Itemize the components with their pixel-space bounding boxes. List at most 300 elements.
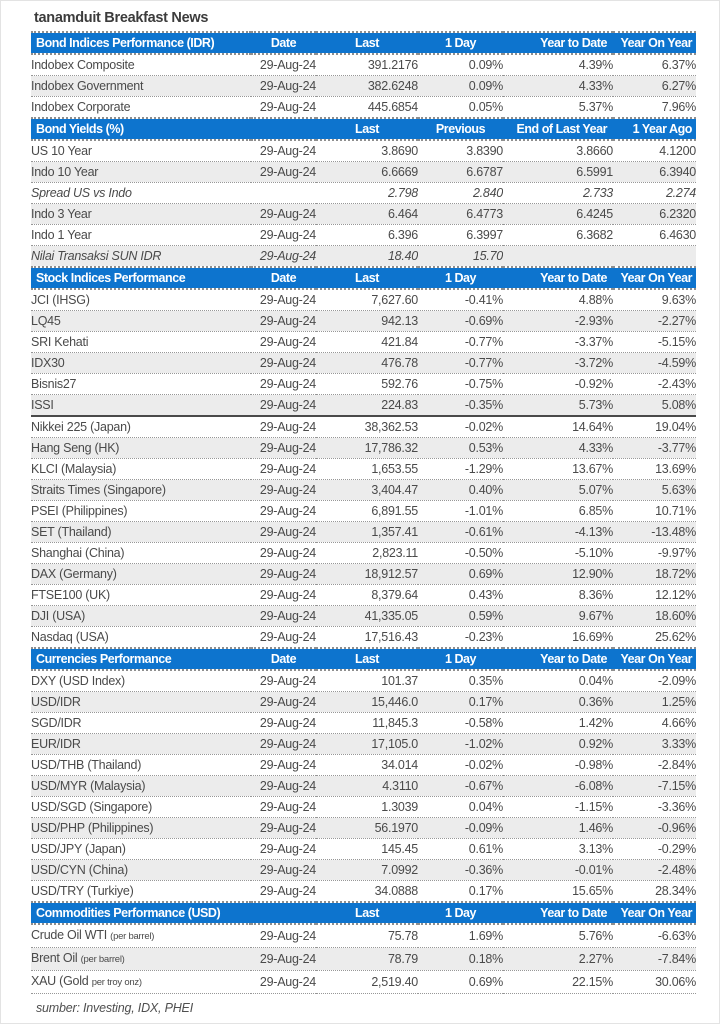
cell-value: 22.15%: [503, 971, 613, 994]
table-row: [31, 353, 696, 374]
market-table-body: [31, 32, 696, 994]
cell-value: -0.02%: [418, 416, 503, 438]
column-header: Date: [251, 267, 316, 289]
cell-value: 29-Aug-24: [251, 860, 316, 881]
row-label: [31, 204, 251, 225]
row-label: [31, 692, 251, 713]
row-label: [31, 713, 251, 734]
cell-value: 29-Aug-24: [251, 374, 316, 395]
cell-value: 6.3997: [418, 225, 503, 246]
row-label: [31, 971, 251, 994]
row-label: [31, 776, 251, 797]
cell-value: 29-Aug-24: [251, 204, 316, 225]
cell-value: 34.014: [316, 755, 418, 776]
cell-value: 5.63%: [613, 480, 696, 501]
cell-value: 8,379.64: [316, 585, 418, 606]
cell-value: 3,404.47: [316, 480, 418, 501]
table-row: [31, 797, 696, 818]
cell-value: 7.0992: [316, 860, 418, 881]
row-label-text: Bisnis27: [31, 377, 77, 391]
table-row: [31, 162, 696, 183]
cell-value: 445.6854: [316, 97, 418, 119]
cell-value: 15,446.0: [316, 692, 418, 713]
cell-value: 29-Aug-24: [251, 480, 316, 501]
table-row: [31, 734, 696, 755]
cell-value: 29-Aug-24: [251, 670, 316, 692]
cell-value: 5.08%: [613, 395, 696, 417]
column-header: 1 Year Ago: [613, 118, 696, 140]
row-label: [31, 480, 251, 501]
cell-value: 29-Aug-24: [251, 606, 316, 627]
cell-value: 5.07%: [503, 480, 613, 501]
cell-value: -6.08%: [503, 776, 613, 797]
cell-value: 29-Aug-24: [251, 734, 316, 755]
cell-value: 25.62%: [613, 627, 696, 649]
table-row: [31, 543, 696, 564]
table-row: [31, 606, 696, 627]
cell-value: 3.13%: [503, 839, 613, 860]
cell-value: 0.92%: [503, 734, 613, 755]
cell-value: 0.18%: [418, 948, 503, 971]
cell-value: 3.8690: [316, 140, 418, 162]
cell-value: -3.36%: [613, 797, 696, 818]
cell-value: -2.84%: [613, 755, 696, 776]
table-row: [31, 692, 696, 713]
cell-value: 0.09%: [418, 76, 503, 97]
cell-value: -7.84%: [613, 948, 696, 971]
row-label-text: Indobex Government: [31, 79, 144, 93]
table-row: [31, 818, 696, 839]
section-header-currencies: [31, 648, 696, 670]
cell-value: 1,357.41: [316, 522, 418, 543]
column-header: Date: [251, 32, 316, 54]
row-label-text: USD/THB (Thailand): [31, 758, 142, 772]
row-label: [31, 311, 251, 332]
table-row: [31, 97, 696, 119]
cell-value: 10.71%: [613, 501, 696, 522]
cell-value: 29-Aug-24: [251, 543, 316, 564]
row-label: [31, 140, 251, 162]
column-header: Last: [316, 32, 418, 54]
row-label-text: Crude Oil WTI: [31, 928, 111, 942]
cell-value: 29-Aug-24: [251, 564, 316, 585]
cell-value: 29-Aug-24: [251, 818, 316, 839]
cell-value: -0.23%: [418, 627, 503, 649]
cell-value: [251, 183, 316, 204]
cell-value: 1,653.55: [316, 459, 418, 480]
cell-value: 0.53%: [418, 438, 503, 459]
section-header-bond-yields: [31, 118, 696, 140]
cell-value: 14.64%: [503, 416, 613, 438]
cell-value: -1.29%: [418, 459, 503, 480]
cell-value: 1.3039: [316, 797, 418, 818]
cell-value: 29-Aug-24: [251, 54, 316, 76]
cell-value: 30.06%: [613, 971, 696, 994]
row-label-text: Indobex Composite: [31, 58, 135, 72]
row-label-text: Shanghai (China): [31, 546, 125, 560]
cell-value: -2.93%: [503, 311, 613, 332]
row-label: [31, 797, 251, 818]
cell-value: -0.96%: [613, 818, 696, 839]
table-row: [31, 522, 696, 543]
cell-value: 38,362.53: [316, 416, 418, 438]
cell-value: 942.13: [316, 311, 418, 332]
cell-value: 2.798: [316, 183, 418, 204]
cell-value: -1.01%: [418, 501, 503, 522]
section-title: Stock Indices Performance: [31, 267, 251, 289]
column-header: Last: [316, 118, 418, 140]
cell-value: 34.0888: [316, 881, 418, 903]
row-label-text: KLCI (Malaysia): [31, 462, 117, 476]
column-header: Year On Year: [613, 902, 696, 924]
cell-value: 7,627.60: [316, 289, 418, 311]
cell-value: 224.83: [316, 395, 418, 417]
cell-value: -1.15%: [503, 797, 613, 818]
cell-value: -0.92%: [503, 374, 613, 395]
cell-value: 145.45: [316, 839, 418, 860]
row-label: [31, 374, 251, 395]
cell-value: 1.42%: [503, 713, 613, 734]
cell-value: 0.04%: [503, 670, 613, 692]
cell-value: 6.6787: [418, 162, 503, 183]
table-row: [31, 881, 696, 903]
cell-value: 4.88%: [503, 289, 613, 311]
table-row: [31, 76, 696, 97]
cell-value: 29-Aug-24: [251, 353, 316, 374]
cell-value: -2.27%: [613, 311, 696, 332]
row-label: [31, 76, 251, 97]
cell-value: 18,912.57: [316, 564, 418, 585]
row-label: [31, 543, 251, 564]
row-label-text: DJI (USA): [31, 609, 85, 623]
cell-value: 5.76%: [503, 924, 613, 948]
cell-value: 17,105.0: [316, 734, 418, 755]
row-label-text: Hang Seng (HK): [31, 441, 120, 455]
column-header: Date: [251, 648, 316, 670]
row-label: [31, 860, 251, 881]
cell-value: 6.464: [316, 204, 418, 225]
row-label-text: SRI Kehati: [31, 335, 89, 349]
cell-value: 0.69%: [418, 971, 503, 994]
row-label: [31, 627, 251, 649]
row-label-text: US 10 Year: [31, 144, 92, 158]
cell-value: 18.72%: [613, 564, 696, 585]
column-header: Year On Year: [613, 32, 696, 54]
row-label-text: JCI (IHSG): [31, 293, 90, 307]
row-label-text: Indo 10 Year: [31, 165, 99, 179]
cell-value: 1.46%: [503, 818, 613, 839]
cell-value: 29-Aug-24: [251, 501, 316, 522]
cell-value: 0.35%: [418, 670, 503, 692]
cell-value: 18.40: [316, 246, 418, 268]
cell-value: 391.2176: [316, 54, 418, 76]
cell-value: 2.274: [613, 183, 696, 204]
cell-value: 0.05%: [418, 97, 503, 119]
column-header: 1 Day: [418, 32, 503, 54]
cell-value: 18.60%: [613, 606, 696, 627]
cell-value: 6,891.55: [316, 501, 418, 522]
cell-value: 29-Aug-24: [251, 971, 316, 994]
cell-value: 4.33%: [503, 438, 613, 459]
table-row: [31, 289, 696, 311]
row-label-text: Spread US vs Indo: [31, 186, 132, 200]
row-label: [31, 97, 251, 119]
row-label-text: USD/JPY (Japan): [31, 842, 126, 856]
cell-value: 16.69%: [503, 627, 613, 649]
table-row: [31, 416, 696, 438]
cell-value: 75.78: [316, 924, 418, 948]
cell-value: 1.25%: [613, 692, 696, 713]
column-header: End of Last Year: [503, 118, 613, 140]
cell-value: 0.17%: [418, 881, 503, 903]
cell-value: [613, 246, 696, 268]
row-label-text: LQ45: [31, 314, 61, 328]
cell-value: -5.15%: [613, 332, 696, 353]
cell-value: 0.09%: [418, 54, 503, 76]
table-row: [31, 860, 696, 881]
table-row: [31, 971, 696, 994]
row-label-text: USD/CYN (China): [31, 863, 128, 877]
column-header: Last: [316, 267, 418, 289]
row-label: [31, 606, 251, 627]
row-label-text: SET (Thailand): [31, 525, 112, 539]
column-header: 1 Day: [418, 648, 503, 670]
section-header-commodities: [31, 902, 696, 924]
table-row: [31, 564, 696, 585]
cell-value: 12.90%: [503, 564, 613, 585]
cell-value: -2.48%: [613, 860, 696, 881]
row-label: [31, 353, 251, 374]
row-label: [31, 289, 251, 311]
cell-value: 4.33%: [503, 76, 613, 97]
cell-value: 29-Aug-24: [251, 140, 316, 162]
cell-value: -0.41%: [418, 289, 503, 311]
cell-value: 6.3940: [613, 162, 696, 183]
cell-value: 4.39%: [503, 54, 613, 76]
row-label-text: Straits Times (Singapore): [31, 483, 166, 497]
row-label: [31, 734, 251, 755]
cell-value: 15.70: [418, 246, 503, 268]
cell-value: 6.4630: [613, 225, 696, 246]
row-label-small-text: (per barrel): [110, 931, 155, 942]
row-label-text: Brent Oil: [31, 951, 81, 965]
market-data-table: [31, 31, 696, 994]
row-label: [31, 501, 251, 522]
table-row: [31, 183, 696, 204]
table-row: [31, 713, 696, 734]
cell-value: 29-Aug-24: [251, 776, 316, 797]
row-label: [31, 395, 251, 417]
cell-value: -9.97%: [613, 543, 696, 564]
cell-value: 0.59%: [418, 606, 503, 627]
cell-value: -0.58%: [418, 713, 503, 734]
cell-value: 29-Aug-24: [251, 692, 316, 713]
column-header: Year On Year: [613, 267, 696, 289]
cell-value: 421.84: [316, 332, 418, 353]
cell-value: -3.72%: [503, 353, 613, 374]
column-header: [251, 902, 316, 924]
row-label-text: Indo 1 Year: [31, 228, 92, 242]
cell-value: 12.12%: [613, 585, 696, 606]
cell-value: 382.6248: [316, 76, 418, 97]
cell-value: 5.73%: [503, 395, 613, 417]
cell-value: 6.6669: [316, 162, 418, 183]
row-label-text: DAX (Germany): [31, 567, 117, 581]
cell-value: -0.75%: [418, 374, 503, 395]
cell-value: 29-Aug-24: [251, 585, 316, 606]
cell-value: 4.1200: [613, 140, 696, 162]
table-row: [31, 501, 696, 522]
cell-value: -0.67%: [418, 776, 503, 797]
row-label-text: Indo 3 Year: [31, 207, 92, 221]
table-row: [31, 755, 696, 776]
cell-value: 19.04%: [613, 416, 696, 438]
cell-value: 13.67%: [503, 459, 613, 480]
cell-value: 3.33%: [613, 734, 696, 755]
row-label-text: SGD/IDR: [31, 716, 82, 730]
cell-value: [503, 246, 613, 268]
cell-value: 29-Aug-24: [251, 225, 316, 246]
cell-value: 9.63%: [613, 289, 696, 311]
page-title: tanamduit Breakfast News: [34, 10, 209, 26]
cell-value: 17,786.32: [316, 438, 418, 459]
table-row: [31, 311, 696, 332]
cell-value: 29-Aug-24: [251, 797, 316, 818]
cell-value: 0.17%: [418, 692, 503, 713]
table-row: [31, 670, 696, 692]
column-header: Year to Date: [503, 648, 613, 670]
row-label-text: USD/MYR (Malaysia): [31, 779, 146, 793]
row-label-small-text: per troy onz): [91, 977, 142, 988]
table-row: [31, 924, 696, 948]
cell-value: 29-Aug-24: [251, 97, 316, 119]
row-label: [31, 522, 251, 543]
table-row: [31, 480, 696, 501]
column-header: Year to Date: [503, 267, 613, 289]
column-header: 1 Day: [418, 902, 503, 924]
cell-value: 0.36%: [503, 692, 613, 713]
cell-value: 29-Aug-24: [251, 289, 316, 311]
cell-value: 0.04%: [418, 797, 503, 818]
cell-value: 29-Aug-24: [251, 246, 316, 268]
row-label-text: XAU (Gold: [31, 974, 92, 988]
column-header: Year to Date: [503, 902, 613, 924]
row-label-text: USD/TRY (Turkiye): [31, 884, 134, 898]
section-title: Currencies Performance: [31, 648, 251, 670]
row-label-text: ISSI: [31, 398, 54, 412]
row-label: [31, 948, 251, 971]
cell-value: 6.4773: [418, 204, 503, 225]
cell-value: -0.61%: [418, 522, 503, 543]
cell-value: 29-Aug-24: [251, 311, 316, 332]
cell-value: -0.36%: [418, 860, 503, 881]
cell-value: 29-Aug-24: [251, 755, 316, 776]
cell-value: 0.40%: [418, 480, 503, 501]
cell-value: 6.85%: [503, 501, 613, 522]
column-header: Previous: [418, 118, 503, 140]
row-label-text: Indobex Corporate: [31, 100, 131, 114]
row-label-text: USD/PHP (Philippines): [31, 821, 154, 835]
section-title: Bond Indices Performance (IDR): [31, 32, 251, 54]
cell-value: 6.5991: [503, 162, 613, 183]
row-label: [31, 881, 251, 903]
cell-value: 6.37%: [613, 54, 696, 76]
table-row: [31, 585, 696, 606]
cell-value: 9.67%: [503, 606, 613, 627]
cell-value: 3.8390: [418, 140, 503, 162]
section-header-stock-indices: [31, 267, 696, 289]
row-label: [31, 246, 251, 268]
cell-value: 2,823.11: [316, 543, 418, 564]
cell-value: 17,516.43: [316, 627, 418, 649]
cell-value: 56.1970: [316, 818, 418, 839]
cell-value: 2.840: [418, 183, 503, 204]
cell-value: 6.4245: [503, 204, 613, 225]
row-label-text: Nikkei 225 (Japan): [31, 420, 131, 434]
table-row: [31, 374, 696, 395]
section-title: Bond Yields (%): [31, 118, 251, 140]
cell-value: 29-Aug-24: [251, 839, 316, 860]
row-label-text: DXY (USD Index): [31, 674, 125, 688]
table-row: [31, 948, 696, 971]
cell-value: -5.10%: [503, 543, 613, 564]
section-title: Commodities Performance (USD): [31, 902, 251, 924]
cell-value: 6.3682: [503, 225, 613, 246]
cell-value: 29-Aug-24: [251, 881, 316, 903]
cell-value: 29-Aug-24: [251, 948, 316, 971]
cell-value: 41,335.05: [316, 606, 418, 627]
cell-value: 29-Aug-24: [251, 332, 316, 353]
cell-value: 0.43%: [418, 585, 503, 606]
cell-value: -0.01%: [503, 860, 613, 881]
cell-value: 2,519.40: [316, 971, 418, 994]
row-label: [31, 332, 251, 353]
cell-value: 29-Aug-24: [251, 416, 316, 438]
cell-value: 29-Aug-24: [251, 438, 316, 459]
cell-value: 29-Aug-24: [251, 162, 316, 183]
cell-value: -6.63%: [613, 924, 696, 948]
row-label: [31, 54, 251, 76]
cell-value: 29-Aug-24: [251, 395, 316, 417]
row-label-text: PSEI (Philippines): [31, 504, 128, 518]
cell-value: -2.43%: [613, 374, 696, 395]
cell-value: 0.69%: [418, 564, 503, 585]
row-label: [31, 839, 251, 860]
table-row: [31, 438, 696, 459]
cell-value: -0.02%: [418, 755, 503, 776]
cell-value: -0.98%: [503, 755, 613, 776]
row-label: [31, 183, 251, 204]
row-label: [31, 755, 251, 776]
cell-value: -0.69%: [418, 311, 503, 332]
row-label: [31, 459, 251, 480]
row-label-text: FTSE100 (UK): [31, 588, 110, 602]
source-note: sumber: Investing, IDX, PHEI: [36, 1001, 193, 1015]
cell-value: 29-Aug-24: [251, 627, 316, 649]
cell-value: 3.8660: [503, 140, 613, 162]
cell-value: -0.77%: [418, 332, 503, 353]
cell-value: -4.59%: [613, 353, 696, 374]
column-header: Last: [316, 648, 418, 670]
table-row: [31, 459, 696, 480]
cell-value: -3.37%: [503, 332, 613, 353]
cell-value: 29-Aug-24: [251, 459, 316, 480]
cell-value: 101.37: [316, 670, 418, 692]
cell-value: 11,845.3: [316, 713, 418, 734]
cell-value: 1.69%: [418, 924, 503, 948]
row-label: [31, 670, 251, 692]
cell-value: 6.2320: [613, 204, 696, 225]
